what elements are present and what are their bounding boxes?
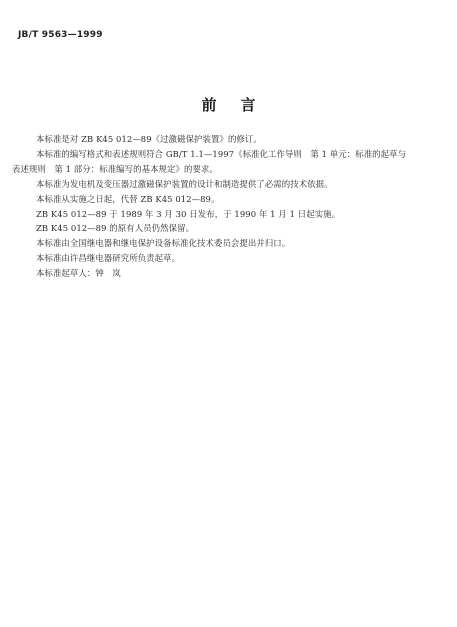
paragraph: 本标准的编写格式和表述规则符合 GB/T 1.1—1997《标准化工作导则 第 1 单元：标准的起草与: [36, 148, 407, 159]
standard-code: JB/T 9563—1999: [18, 30, 103, 40]
preface-body: [12, 132, 436, 281]
paragraph: 本标准起草人：钟 岚: [36, 268, 121, 279]
paragraph-continuation: 表述规则 第 1 部分：标准编写的基本规定》的要求。: [12, 163, 218, 174]
paragraph: ZB K45 012—89 的原有人员仍然保留。: [36, 223, 195, 234]
paragraph: 本标准从实施之日起，代替 ZB K45 012—89。: [36, 193, 220, 204]
paragraph: 本标准为发电机及变压器过激磁保护装置的设计和制造提供了必需的技术依据。: [36, 178, 333, 189]
paragraph: 本标准由许昌继电器研究所负责起草。: [36, 253, 181, 264]
paragraph: ZB K45 012—89 于 1989 年 3 月 30 日发布，于 1990 年 1 月 1 日起实施。: [36, 208, 341, 219]
page-title: 前言: [201, 96, 280, 114]
paragraph: 本标准是对 ZB K45 012—89《过激磁保护装置》的修订。: [36, 134, 262, 144]
paragraph: 本标准由全国继电器和继电保护设备标准化技术委员会提出并归口。: [36, 238, 291, 249]
